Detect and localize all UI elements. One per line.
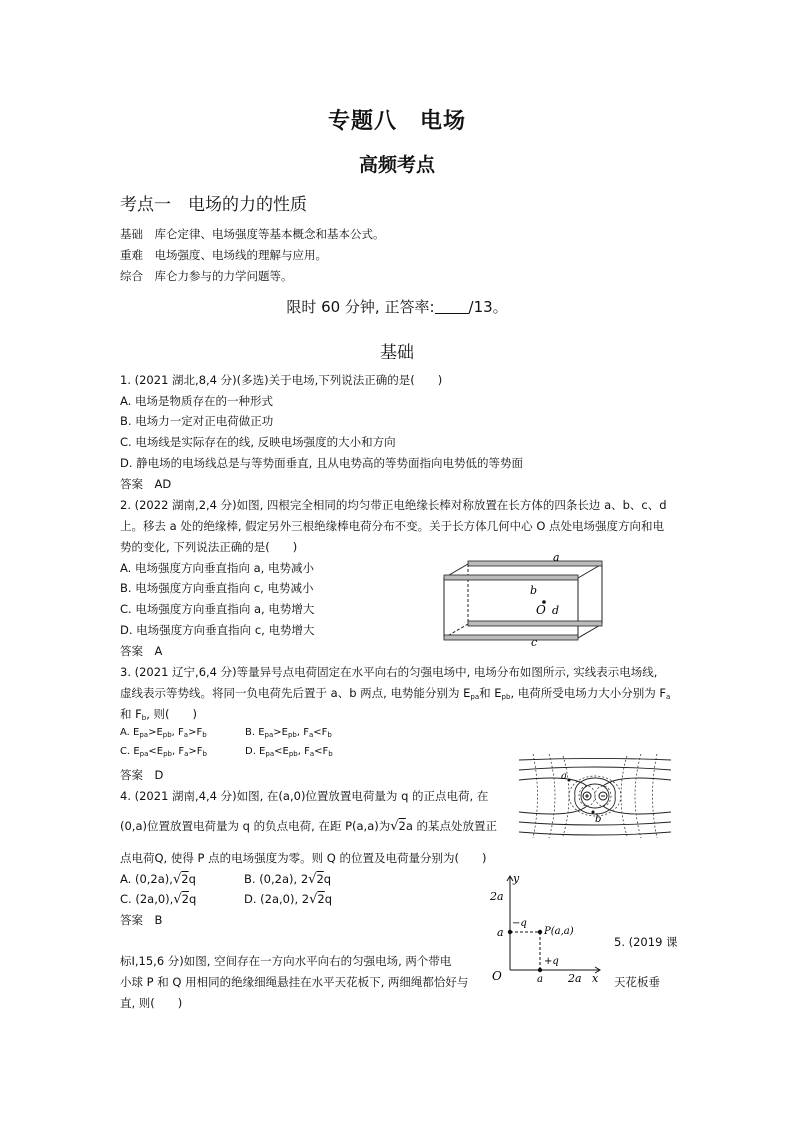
q2-stem-line1: 2. (2022 湖南,2,4 分)如图, 四根完全相同的均匀带正电绝缘长棒对称放置在长方体的四条长边 a、b、c、d <box>120 498 667 512</box>
q3-a-t4: >F <box>188 727 203 738</box>
requirement-comprehensive: 综合 库仑力参与的力学问题等。 <box>120 269 293 283</box>
time-limit <box>0 296 794 317</box>
q3-b-s3: a <box>308 731 314 739</box>
point-a <box>568 779 571 782</box>
q3-a-s4: b <box>202 731 207 739</box>
q3-d-t3: , F <box>297 746 310 757</box>
q3-c-s3: a <box>184 750 189 758</box>
q3-line3 <box>120 706 197 722</box>
q5-line2: 小球 P 和 Q 用相同的绝缘细绳悬挂在水平天花板下, 两细绳都恰好与 <box>120 975 469 989</box>
q3-b-s2: pb <box>287 731 297 739</box>
label-d: d <box>552 604 560 617</box>
q1-option-d: D. 静电场的电场线总是与等势面垂直, 且从电势高的等势面指向电势低的等势面 <box>120 456 523 470</box>
q2-option-d: D. 电场强度方向垂直指向 c, 电势增大 <box>120 623 315 637</box>
q3-line2-text1: 虚线表示等势线。将同一负电荷先后置于 a、b 两点, 电势能分别为 E <box>120 686 471 700</box>
requirement-key: 重难 电场强度、电场线的理解与应用。 <box>120 248 327 262</box>
field-line <box>519 759 671 761</box>
q3-answer: 答案 D <box>120 768 164 782</box>
sqrt-radicand: 2 <box>398 819 406 833</box>
q4-coordinate-figure <box>488 870 606 982</box>
q2-option-a: A. 电场强度方向垂直指向 a, 电势减小 <box>120 561 314 575</box>
q3-a-t1: A. E <box>120 727 140 738</box>
q3-line2-sub1: pa <box>470 693 480 701</box>
x-tick-a: a <box>537 974 543 982</box>
q4-line3: 点电荷Q, 使得 P 点的电场强度为零。则 Q 的位置及电荷量分别为( ) <box>120 851 487 865</box>
q4-option-a <box>120 872 196 887</box>
label-o: O <box>536 603 546 617</box>
q3-c-t4: >F <box>188 746 203 757</box>
q3-line3-text1: 和 F <box>120 707 142 721</box>
q3-option-d <box>245 746 333 758</box>
equipotential-line <box>563 756 569 836</box>
q3-c-s4: b <box>202 750 207 758</box>
q3-b-s1: pa <box>264 731 274 739</box>
rod-d <box>468 621 602 626</box>
q3-d-t2: <E <box>274 746 289 757</box>
q3-option-c <box>120 746 207 758</box>
page-title: 专题八 电场 <box>327 109 466 134</box>
field-line <box>519 767 671 770</box>
origin-label: O <box>492 969 502 982</box>
q3-field-figure <box>517 752 673 840</box>
q3-line2 <box>120 685 670 701</box>
label-b: b <box>530 584 538 597</box>
q2-cuboid-figure <box>440 554 620 646</box>
q3-line2-sub3: a <box>666 693 671 701</box>
q3-b-t2: >E <box>273 727 288 738</box>
q3-a-s3: a <box>183 731 189 739</box>
page-subtitle: 高频考点 <box>358 154 435 176</box>
equipotential-line <box>533 754 538 838</box>
q2-answer: 答案 A <box>120 644 163 658</box>
q1-option-c: C. 电场线是实际存在的线, 反映电场强度的大小和方向 <box>120 435 396 449</box>
q4-b-q: q <box>323 872 332 886</box>
field-line <box>519 806 671 814</box>
label-a: a <box>561 771 567 782</box>
q2-option-b: B. 电场强度方向垂直指向 c, 电势减小 <box>120 581 314 595</box>
kaodian-heading: 考点一 电场的力的性质 <box>120 195 307 215</box>
q4-c-q: q <box>188 892 197 906</box>
q3-line2-text3: , 电荷所受电场力大小分别为 F <box>510 686 667 700</box>
time-limit-prefix: 限时 60 分钟, 正答率: <box>286 298 435 316</box>
q3-option-b <box>245 727 332 739</box>
positive-charge-point <box>538 968 542 972</box>
q4-answer: 答案 B <box>120 913 163 927</box>
sqrt-sign: √ <box>390 819 399 834</box>
q4-line2 <box>120 818 497 834</box>
sqrt-radicand: 2 <box>317 892 325 906</box>
neg-q-label: −q <box>512 918 527 929</box>
rod-a <box>468 561 602 566</box>
sqrt-sign: √ <box>308 872 317 887</box>
q3-option-a <box>120 727 207 739</box>
field-line <box>519 832 671 835</box>
q3-line3-sub1: b <box>141 714 147 722</box>
label-c: c <box>531 636 538 646</box>
q3-d-s1: pa <box>265 750 275 758</box>
sqrt-radicand: 2 <box>181 892 189 906</box>
y-axis-label: y <box>513 872 520 885</box>
section-heading: 基础 <box>380 343 414 363</box>
q4-a-text: A. (0,2a), <box>120 872 173 886</box>
x-axis-label: x <box>592 972 599 982</box>
x-tick-2a: 2a <box>568 972 582 982</box>
q4-b-text: B. (0,2a), 2 <box>244 872 309 886</box>
sqrt-sign: √ <box>309 892 318 907</box>
label-a: a <box>553 554 560 564</box>
q3-a-s2: pb <box>162 731 172 739</box>
negative-charge-point <box>508 930 512 934</box>
q4-line2-text1: (0,a)位置放置电荷量为 q 的负点电荷, 在距 P(a,a)为 <box>120 819 391 833</box>
q4-option-b <box>244 872 331 887</box>
rod-c <box>444 635 578 640</box>
q4-option-c <box>120 892 196 907</box>
q4-line2-text2: a 的某点处放置正 <box>405 819 498 833</box>
y-tick-2a: 2a <box>490 890 504 903</box>
q3-c-t2: <E <box>148 746 164 757</box>
q3-d-s4: b <box>328 750 333 758</box>
q4-option-d <box>244 892 332 907</box>
q3-a-s1: pa <box>139 731 149 739</box>
q3-d-s2: pb <box>288 750 298 758</box>
q3-c-t1: C. E <box>120 746 140 757</box>
q4-c-text: C. (2a,0), <box>120 892 174 906</box>
equipotential-line <box>621 756 627 836</box>
requirement-basic: 基础 库仑定律、电场强度等基本概念和基本公式。 <box>120 227 385 241</box>
q4-d-q: q <box>324 892 333 906</box>
q2-option-c: C. 电场强度方向垂直指向 a, 电势增大 <box>120 602 315 616</box>
q3-line3-text2: , 则( ) <box>146 707 198 721</box>
sqrt-radicand: 2 <box>316 872 324 886</box>
equipotential-line <box>549 754 555 838</box>
q5-line1: 标Ⅰ,15,6 分)如图, 空间存在一方向水平向右的匀强电场, 两个带电 <box>120 954 452 968</box>
q5-tail: 天花板垂 <box>614 975 660 989</box>
q5-line3: 直, 则( ) <box>120 996 183 1010</box>
q3-line2-text2: 和 E <box>479 686 502 700</box>
equipotential-line <box>653 754 658 838</box>
sqrt-radicand: 2 <box>181 872 189 886</box>
label-b: b <box>595 814 602 825</box>
q3-line2-sub2: pb <box>501 693 511 701</box>
p-label: P(a,a) <box>544 926 574 937</box>
y-tick-a: a <box>497 926 504 939</box>
q3-c-s2: pb <box>163 750 172 758</box>
q3-a-t3: , F <box>171 727 184 738</box>
q3-d-s3: a <box>309 750 315 758</box>
q4-a-q: q <box>188 872 196 886</box>
q3-c-s1: pa <box>139 750 149 758</box>
q2-stem-line2: 上。移去 a 处的绝缘棒, 假定另外三根绝缘棒电荷分布不变。关于长方体几何中心 O 点处电场强度方向和电 <box>120 519 665 533</box>
q1-answer: 答案 AD <box>120 477 172 491</box>
q3-line1: 3. (2021 辽宁,6,4 分)等量异号点电荷固定在水平向右的匀强电场中, 电场分布如图所示, 实线表示电场线, <box>120 665 658 679</box>
q1-stem: 1. (2021 湖北,8,4 分)(多选)关于电场,下列说法正确的是( ) <box>120 373 443 387</box>
q3-a-t2: >E <box>148 727 163 738</box>
sqrt-sign: √ <box>173 892 182 907</box>
q4-line1: 4. (2021 湖南,4,4 分)如图, 在(a,0)位置放置电荷量为 q 的正点电荷, 在 <box>120 789 489 803</box>
q1-option-b: B. 电场力一定对正电荷做正功 <box>120 414 274 428</box>
time-limit-suffix: /13。 <box>468 298 508 316</box>
q3-c-t3: , F <box>172 746 185 757</box>
equipotential-line <box>635 754 641 838</box>
score-blank <box>435 299 469 314</box>
q3-d-t4: <F <box>314 746 329 757</box>
q1-option-a: A. 电场是物质存在的一种形式 <box>120 394 273 408</box>
field-line <box>519 778 671 786</box>
q3-b-t3: , F <box>296 727 309 738</box>
q3-d-t1: D. E <box>245 746 266 757</box>
q3-b-t4: <F <box>313 727 328 738</box>
point-p <box>538 930 542 934</box>
q3-b-s4: b <box>327 731 332 739</box>
q4-d-text: D. (2a,0), 2 <box>244 892 310 906</box>
q2-stem-line3: 势的变化, 下列说法正确的是( ) <box>120 540 298 554</box>
q3-b-t1: B. E <box>245 727 265 738</box>
rod-b <box>444 575 578 580</box>
pos-q-label: +q <box>544 956 559 967</box>
sqrt-sign: √ <box>172 872 182 887</box>
q5-head: 5. (2019 课 <box>614 935 678 949</box>
